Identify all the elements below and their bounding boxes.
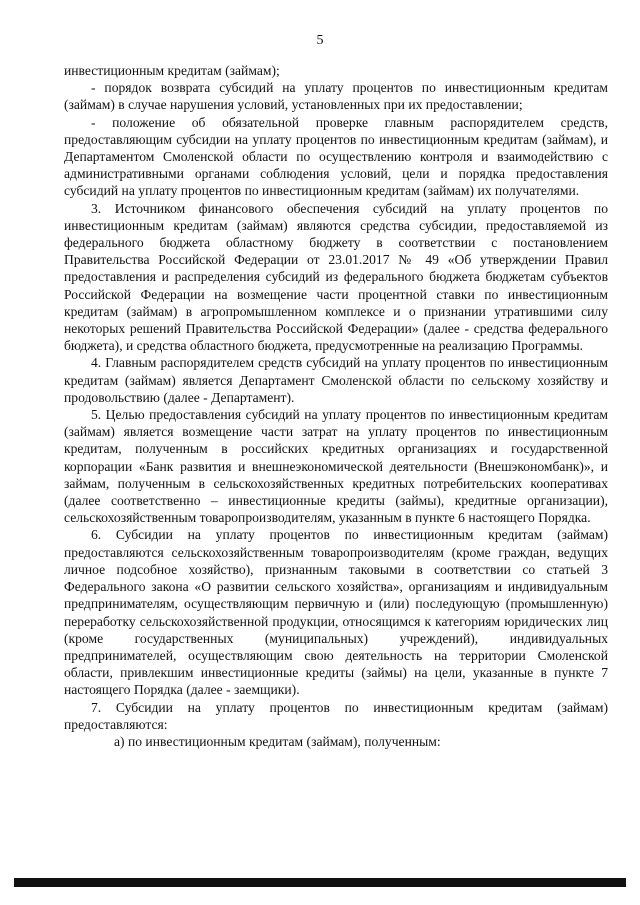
paragraph-list-item-refund: - порядок возврата субсидий на уплату процентов по инвестиционным кредитам (займам) в случае нарушения условий, установленных при их предоставлении; — [64, 80, 608, 113]
paragraph-clause-6: 6. Субсидии на уплату процентов по инвестиционным кредитам (займам) предоставляются сельскохозяйственным товаропроизводителям (кроме граждан, ведущих личное подсобное хозяйство), признанным таковыми в соответствии со статьей 3 Федерального закона «О развитии сельского хозяйства», организациям и индивидуальным предпринимателям, осуществляющим первичную и (или) последующую (промышленную) переработку сельскохозяйственной продукции, относящимся к категориям юридических лиц (кроме государственных (муниципальных) учреждений), индивидуальных предпринимателей, осуществляющим свою деятельность на территории Смоленской области, привлекшим инвестиционные кредиты (займы) на цели, указанные в пункте 7 настоящего Порядка (далее - заемщики). — [64, 527, 608, 698]
scan-edge-bar — [14, 878, 626, 887]
paragraph-subclause-a: а) по инвестиционным кредитам (займам), полученным: — [114, 733, 441, 749]
document-body — [64, 62, 608, 750]
paragraph-clause-7: 7. Субсидии на уплату процентов по инвестиционным кредитам (займам) предоставляются: — [64, 699, 608, 732]
paragraph-clause-3: 3. Источником финансового обеспечения субсидий на уплату процентов по инвестиционным кредитам (займам) являются средства субсидии, предоставляемой из федерального бюджета областному бюджету в соответствии с постановлением Правительства Российской Федерации от 23.01.2017 № 49 «Об утверждении Правил предоставления и распределения субсидий из федерального бюджета бюджетам субъектов Российской Федерации на возмещение части процентной ставки по инвестиционным кредитам (займам) в агропромышленном комплексе и о признании утратившими силу некоторых решений Правительства Российской Федерации» (далее - средства федерального бюджета), и средства областного бюджета, предусмотренные на реализацию Программы. — [64, 200, 608, 354]
page-number: 5 — [316, 33, 324, 48]
paragraph-clause-5: 5. Целью предоставления субсидий на уплату процентов по инвестиционным кредитам (займам) является возмещение части затрат на уплату процентов по инвестиционным кредитам, полученным в российских кредитных организациях и государственной корпорации «Банк развития и внешнеэкономической деятельности (Внешэкономбанк)», и займам, полученным в сельскохозяйственных кредитных потребительских кооперативах (далее соответственно – инвестиционные кредиты (займы), кредитные организации), сельскохозяйственным товаропроизводителям, указанным в пункте 6 настоящего Порядка. — [64, 407, 608, 526]
paragraph-clause-4: 4. Главным распорядителем средств субсидий на уплату процентов по инвестиционным кредитам (займам) является Департамент Смоленской области по сельскому хозяйству и продовольствию (далее - Департамент). — [64, 355, 608, 405]
paragraph-list-item-control: - положение об обязательной проверке главным распорядителем средств, предоставляющим субсидии на уплату процентов по инвестиционным кредитам (займам), и Департаментом Смоленской области по осуществлению контроля и взаимодействию с административными органами соблюдения условий, цели и порядка предоставления субсидий на уплату процентов по инвестиционным кредитам (займам) их получателями. — [64, 114, 608, 199]
paragraph-continuation: инвестиционным кредитам (займам); — [64, 63, 280, 78]
